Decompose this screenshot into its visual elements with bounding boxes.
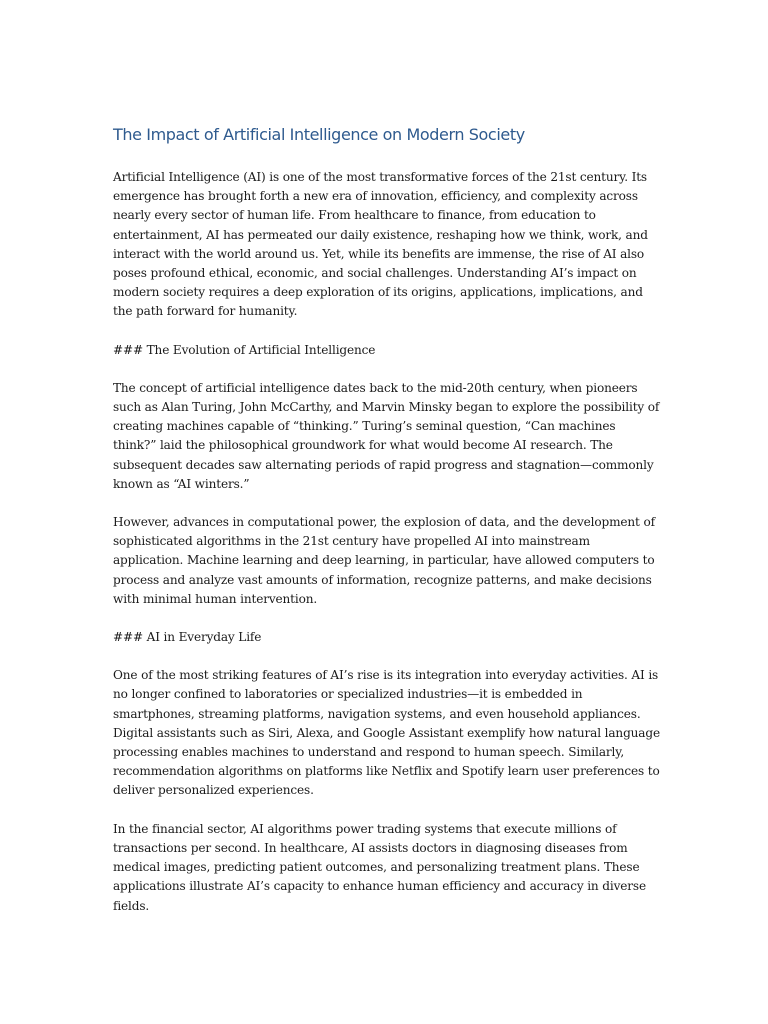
document-title: The Impact of Artificial Intelligence on Modern Society [113,125,525,144]
paragraph-evolution-concept: The concept of artificial intelligence dates back to the mid-20th century, when pioneers such as Alan Turing, John McCarthy, and Marvin Minsky began to explore the possibility of creating machines capable of “thinking.” Turing’s seminal question, “Can machines think?” laid the philosophical groundwork for what would become AI research. The subsequent decades saw alternating periods of rapid progress and stagnation—commonly known as “AI winters.” [113,380,660,491]
paragraph-intro: Artificial Intelligence (AI) is one of the most transformative forces of the 21st century. Its emergence has brought forth a new era of innovation, efficiency, and complexity across nearly every sector of human life. From healthcare to finance, from education to entertainment, AI has permeated our daily existence, reshaping how we think, work, and interact with the world around us. Yet, while its benefits are immense, the rise of AI also poses profound ethical, economic, and social challenges. Understanding AI’s impact on modern society requires a deep exploration of its origins, applications, implications, and the path forward for humanity. [113,170,648,319]
paragraph-everyday-integration: One of the most striking features of AI’s rise is its integration into everyday activities. AI is no longer confined to laboratories or specialized industries—it is embedded in smartphones, streaming platforms, navigation systems, and even household appliances. Digital assistants such as Siri, Alexa, and Google Assistant exemplify how natural language processing enables machines to understand and respond to human speech. Similarly, recommendation algorithms on platforms like Netflix and Spotify learn user preferences to deliver personalized experiences. [113,668,660,798]
section-heading-evolution: ### The Evolution of Artificial Intelligence [113,342,376,357]
paragraph-evolution-advances: However, advances in computational power, the explosion of data, and the development of sophisticated algorithms in the 21st century have propelled AI into mainstream application. Machine learning and deep learning, in particular, have allowed computers to process and analyze vast amounts of information, recognize patterns, and make decisions with minimal human intervention. [113,515,655,606]
document-page [113,124,661,935]
paragraph-everyday-sectors: In the financial sector, AI algorithms power trading systems that execute millions of transactions per second. In healthcare, AI assists doctors in diagnosing diseases from medical images, predicting patient outcomes, and personalizing treatment plans. These applications illustrate AI’s capacity to enhance human efficiency and accuracy in diverse fields. [113,821,646,913]
section-heading-everyday-life: ### AI in Everyday Life [113,630,262,645]
